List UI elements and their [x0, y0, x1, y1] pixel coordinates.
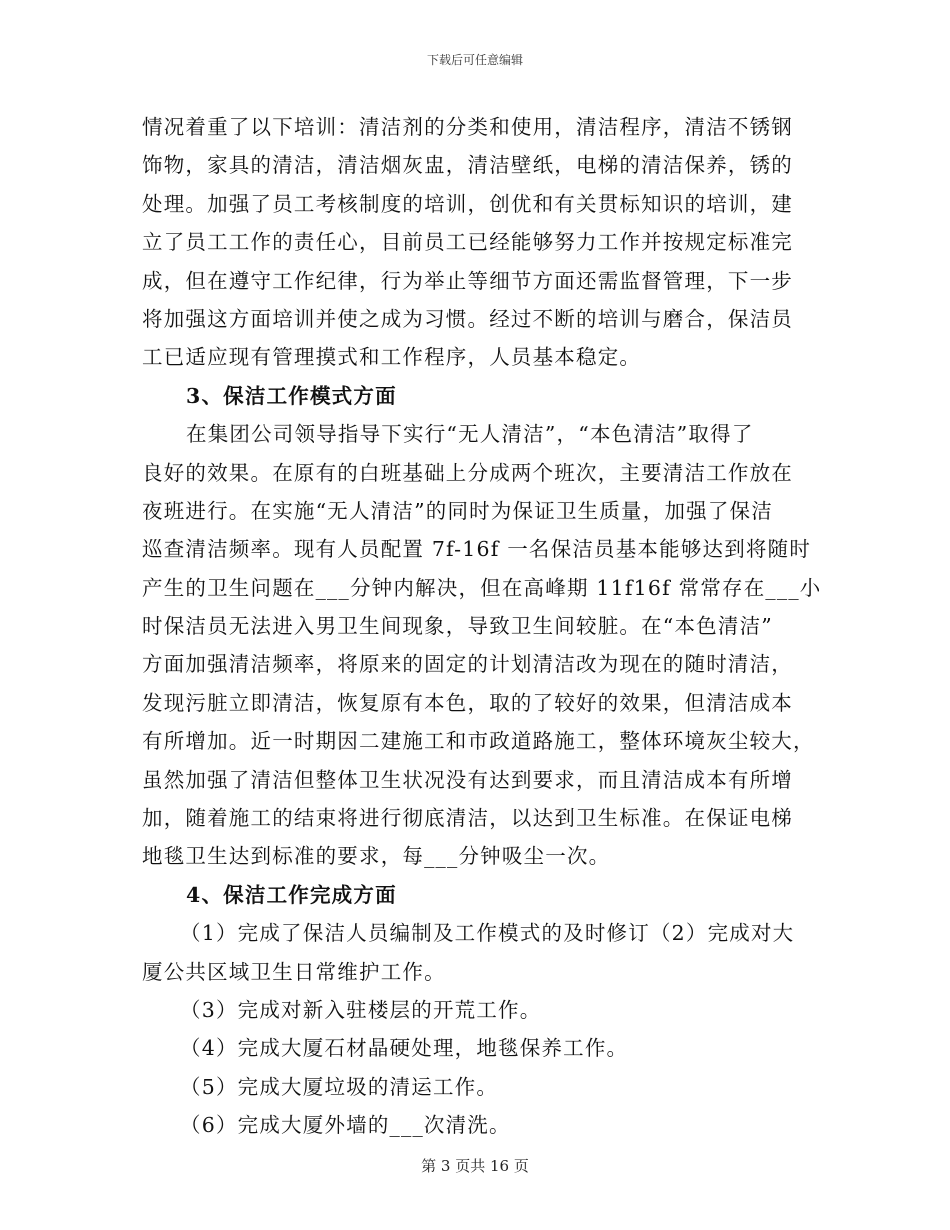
body-line: 饰物，家具的清洁，清洁烟灰盅，清洁壁纸，电梯的清洁保养，锈的 [142, 153, 793, 178]
body-line: 成，但在遵守工作纪律，行为举止等细节方面还需监督管理，下一步 [142, 268, 793, 293]
body-line: 时保洁员无法进入男卫生间现象，导致卫生间较脏。在“本色清洁” [142, 614, 773, 639]
list-item: （5）完成大厦垃圾的清运工作。 [180, 1074, 499, 1099]
body-line: 发现污脏立即清洁，恢复原有本色，取的了较好的效果，但清洁成本 [142, 690, 793, 715]
page-footer: 第 3 页共 16 页 [421, 1157, 529, 1175]
body-line: 巡查清洁频率。现有人员配置 7f-16f 一名保洁员基本能够达到将随时 [142, 537, 812, 562]
body-line: 有所增加。近一时期因二建施工和市政道路施工，整体环境灰尘较大， [142, 729, 815, 754]
section-heading: 3、保洁工作模式方面 [186, 383, 397, 408]
body-line: 情况着重了以下培训：清洁剂的分类和使用，清洁程序，清洁不锈钢 [142, 115, 793, 139]
list-item: （6）完成大厦外墙的___次清洗。 [180, 1113, 511, 1138]
body-line: 良好的效果。在原有的白班基础上分成两个班次，主要清洁工作放在 [142, 460, 793, 485]
section-heading: 4、保洁工作完成方面 [186, 882, 397, 907]
page-header: 下载后可任意编辑 [426, 53, 523, 67]
body-line: 工已适应现有管理摸式和工作程序，人员基本稳定。 [142, 345, 642, 370]
list-item: （3）完成对新入驻楼层的开荒工作。 [180, 997, 542, 1022]
body-line: 加，随着施工的结束将进行彻底清洁，以达到卫生标准。在保证电梯 [142, 806, 793, 831]
list-item: （4）完成大厦石材晶硬处理，地毯保养工作。 [180, 1036, 629, 1061]
body-line: 立了员工工作的责任心，目前员工已经能够努力工作并按规定标准完 [142, 230, 793, 255]
body-line: 产生的卫生问题在___分钟内解决，但在高峰期 11f16f 常常存在___小 [142, 575, 822, 600]
body-line: 夜班进行。在实施“无人清洁”的同时为保证卫生质量，加强了保洁 [142, 498, 773, 523]
body-line: 将加强这方面培训并使之成为习惯。经过不断的培训与磨合，保洁员 [142, 306, 793, 331]
body-line: 在集团公司领导指导下实行“无人清洁”，“本色清洁”取得了 [186, 422, 754, 447]
body-line: 地毯卫生达到标准的要求，每___分钟吸尘一次。 [142, 844, 611, 869]
body-line: 方面加强清洁频率，将原来的固定的计划清洁改为现在的随时清洁， [142, 652, 793, 677]
body-line: 虽然加强了清洁但整体卫生状况没有达到要求，而且清洁成本有所增 [142, 767, 793, 792]
document-body [142, 108, 822, 1145]
body-line: 厦公共区域卫生日常维护工作。 [142, 959, 446, 984]
body-line: 处理。加强了员工考核制度的培训，创优和有关贯标知识的培训，建 [142, 191, 793, 216]
list-item: （1）完成了保洁人员编制及工作模式的及时修订（2）完成对大 [180, 921, 795, 946]
